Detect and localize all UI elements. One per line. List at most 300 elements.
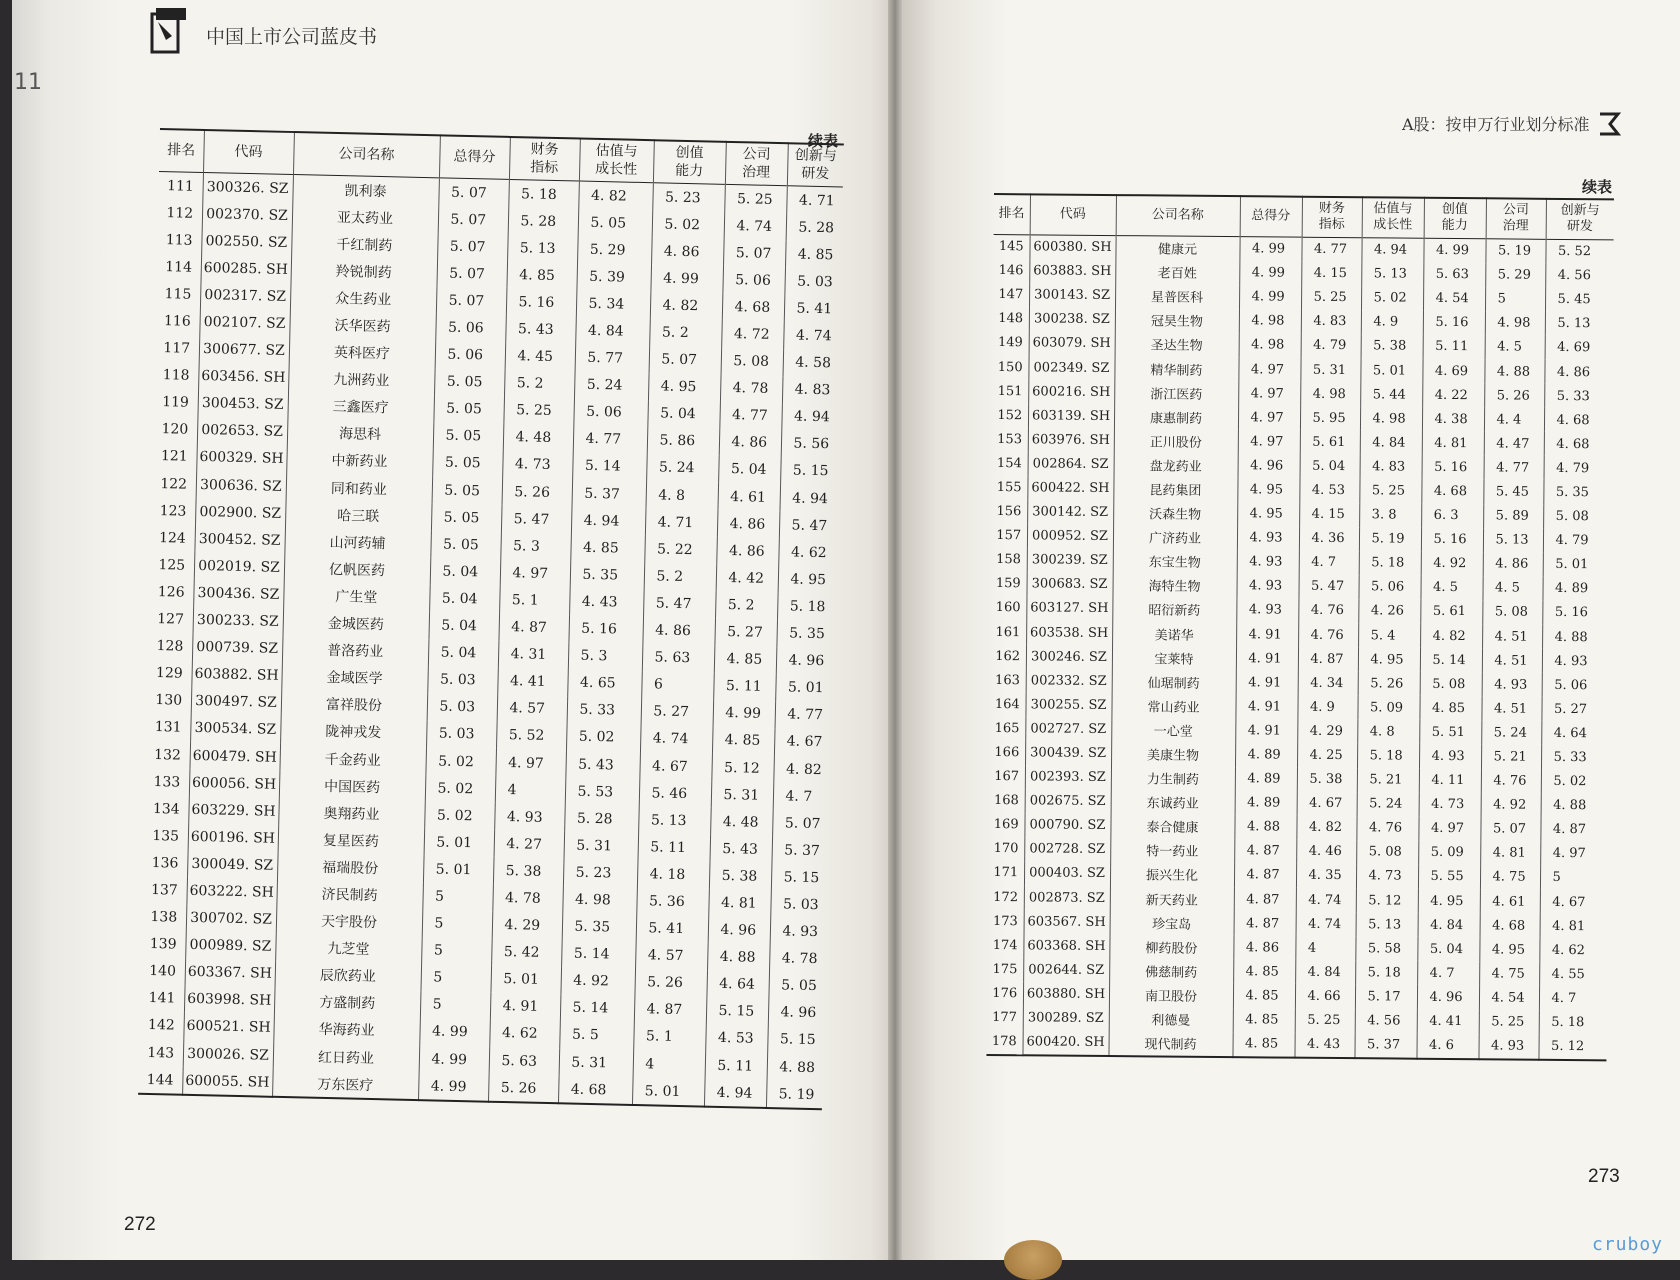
- right-continued-label: 续表: [1582, 178, 1613, 196]
- chapter-arrow-icon: [1596, 110, 1626, 138]
- cell-value-creation: 5. 24: [646, 454, 719, 483]
- cell-financial: 5. 42: [491, 938, 562, 967]
- cell-company: 复星医药: [278, 825, 425, 855]
- cell-innovation: 4. 85: [785, 240, 842, 268]
- cell-governance: 4. 51: [1481, 697, 1541, 722]
- cell-innovation: 4. 62: [1539, 938, 1607, 963]
- cell-value-creation: 5. 41: [636, 915, 709, 944]
- cell-financial: 4. 41: [497, 667, 568, 696]
- cell-company: 盘龙药业: [1114, 452, 1238, 477]
- cell-governance: 4. 94: [704, 1079, 767, 1108]
- cell-value-creation: 4. 18: [637, 860, 710, 889]
- cell-financial: 4. 31: [498, 640, 569, 669]
- cell-valuation-growth: 5. 17: [1355, 985, 1417, 1010]
- cell-governance: 4. 85: [712, 727, 775, 755]
- cell-financial: 4. 91: [490, 993, 561, 1022]
- cell-financial: 5. 63: [489, 1047, 560, 1076]
- cell-governance: 4. 51: [1482, 624, 1542, 649]
- cell-innovation: 5. 07: [772, 809, 829, 837]
- cell-financial: 5. 01: [490, 965, 561, 994]
- cell-value-creation: 5. 86: [647, 427, 720, 456]
- cell-rank: 171: [993, 865, 1019, 881]
- cell-company: 哈三联: [285, 500, 432, 530]
- cell-financial: 4: [1295, 936, 1355, 961]
- cell-code: 300143. SZ: [1029, 283, 1115, 308]
- cell-rank: 175: [992, 961, 1018, 978]
- cell-total-score: 5. 03: [427, 666, 498, 695]
- cell-innovation: 4. 86: [1544, 360, 1612, 385]
- cell-company: 海特生物: [1112, 573, 1236, 598]
- cell-code: 300049. SZ: [187, 850, 278, 879]
- cell-total-score: 5. 07: [438, 205, 509, 234]
- cell-company: 东诚药业: [1111, 790, 1235, 815]
- cell-governance: 5. 45: [1483, 480, 1543, 505]
- cell-value-creation: 5. 46: [639, 779, 712, 808]
- cell-valuation-growth: 5. 3: [568, 642, 643, 671]
- cell-total-score: 4. 97: [1238, 357, 1300, 382]
- cell-rank: 166: [994, 745, 1020, 761]
- column-header-innovation: 创新与 研发: [787, 143, 844, 187]
- cell-governance: 5. 04: [718, 456, 781, 484]
- left-page-number: 272: [124, 1214, 156, 1235]
- cell-financial: 5. 61: [1300, 430, 1360, 455]
- cell-innovation: 5. 41: [784, 295, 841, 323]
- cell-code: 002727. SZ: [1025, 717, 1111, 742]
- cell-value-creation: 5. 11: [1423, 335, 1485, 360]
- cell-rank: 127: [157, 611, 185, 628]
- cell-code: 002653. SZ: [197, 417, 288, 446]
- cell-financial: 5. 47: [1298, 574, 1358, 599]
- cell-innovation: 4. 94: [781, 403, 838, 431]
- cell-valuation-growth: 4. 77: [573, 425, 648, 454]
- cell-code: 600056. SH: [189, 769, 280, 798]
- cell-financial: 4. 46: [1296, 840, 1356, 865]
- cell-governance: 4. 75: [1480, 865, 1540, 890]
- cell-rank: 122: [160, 475, 188, 493]
- cell-financial: 4. 35: [1296, 864, 1356, 889]
- cell-value-creation: 4. 81: [1422, 431, 1484, 456]
- cell-governance: 4. 47: [1484, 432, 1544, 457]
- cell-innovation: 5. 37: [771, 836, 828, 864]
- cell-code: 300289. SZ: [1023, 1006, 1109, 1031]
- cell-company: 新天药业: [1110, 886, 1234, 911]
- cell-value-creation: 5. 36: [636, 887, 709, 916]
- cell-company: 羚锐制药: [291, 256, 438, 286]
- cell-financial: 5. 16: [506, 288, 577, 317]
- cell-governance: 4. 98: [1485, 311, 1545, 336]
- cell-financial: 4. 74: [1296, 888, 1356, 913]
- cell-innovation: 4. 88: [1541, 793, 1609, 818]
- cell-financial: 5. 38: [1297, 767, 1357, 792]
- cell-company: 一心堂: [1111, 717, 1235, 742]
- cell-financial: 4. 48: [503, 424, 574, 453]
- cell-governance: 5. 89: [1483, 504, 1543, 529]
- cell-innovation: 5. 15: [780, 457, 837, 485]
- cell-valuation-growth: 5. 35: [562, 913, 637, 942]
- cell-code: 300239. SZ: [1027, 548, 1113, 573]
- cell-financial: 4. 87: [1298, 647, 1358, 672]
- cell-company: 力生制药: [1111, 766, 1235, 791]
- cell-valuation-growth: 5. 43: [565, 750, 640, 779]
- cell-governance: 5. 31: [711, 781, 774, 809]
- cell-value-creation: 4. 54: [1423, 286, 1485, 311]
- cell-total-score: 4. 97: [1238, 429, 1300, 454]
- cell-valuation-growth: 5. 24: [574, 371, 649, 400]
- cell-financial: 4. 76: [1298, 623, 1358, 648]
- cell-total-score: 5. 05: [433, 395, 504, 424]
- cell-rank: 169: [993, 817, 1019, 833]
- cell-innovation: 5. 33: [1544, 384, 1612, 409]
- cell-financial: 4. 74: [1296, 912, 1356, 937]
- cell-governance: 4. 68: [722, 293, 785, 321]
- cell-total-score: 4. 96: [1238, 453, 1300, 478]
- cell-code: 300636. SZ: [196, 471, 287, 500]
- cell-value-creation: 4. 82: [650, 292, 723, 321]
- cell-value-creation: 5. 63: [642, 644, 715, 673]
- cell-rank: 147: [998, 287, 1024, 303]
- cell-value-creation: 4. 69: [1422, 359, 1484, 384]
- cell-rank: 177: [992, 1010, 1018, 1026]
- cell-code: 002393. SZ: [1025, 765, 1111, 790]
- cell-innovation: 5. 35: [776, 620, 833, 648]
- cell-valuation-growth: 5. 37: [1354, 1033, 1416, 1059]
- cell-total-score: 5. 04: [430, 558, 501, 587]
- cell-code: 600196. SH: [188, 823, 279, 852]
- cell-code: 300255. SZ: [1025, 693, 1111, 718]
- cell-code: 000403. SZ: [1024, 861, 1110, 886]
- left-score-table: [138, 128, 844, 1110]
- cell-valuation-growth: 5. 13: [1361, 262, 1423, 287]
- cell-rank: 116: [163, 313, 191, 330]
- cell-innovation: 5. 56: [781, 430, 838, 458]
- cell-value-creation: 5. 26: [634, 969, 707, 998]
- cell-financial: 4. 97: [500, 559, 571, 588]
- cell-rank: 157: [996, 528, 1022, 544]
- cell-innovation: 5. 08: [1543, 504, 1611, 529]
- cell-value-creation: 5. 63: [1423, 262, 1485, 287]
- cell-total-score: 5. 07: [438, 178, 509, 207]
- cell-valuation-growth: 5. 14: [561, 940, 636, 969]
- cell-governance: 5. 06: [722, 266, 785, 294]
- cell-rank: 156: [996, 504, 1022, 520]
- cell-total-score: 5. 05: [432, 449, 503, 478]
- cell-financial: 4. 98: [1300, 382, 1360, 407]
- cell-code: 603883. SH: [1029, 259, 1115, 284]
- cell-company: 冠昊生物: [1115, 308, 1239, 333]
- cell-valuation-growth: 4. 9: [1361, 310, 1423, 335]
- cell-total-score: 5: [420, 964, 491, 993]
- cell-rank: 162: [995, 648, 1021, 664]
- cell-value-creation: 4. 11: [1419, 768, 1481, 793]
- right-score-table: [986, 193, 1614, 1061]
- cell-innovation: 4. 64: [1541, 721, 1609, 746]
- cell-value-creation: 6. 3: [1421, 503, 1483, 528]
- cell-valuation-growth: 5. 18: [1355, 960, 1417, 985]
- cell-value-creation: 4. 22: [1422, 383, 1484, 408]
- cell-total-score: 4. 88: [1234, 815, 1296, 840]
- cell-total-score: 5: [422, 910, 493, 939]
- cell-governance: 4. 93: [1478, 1034, 1538, 1060]
- cell-total-score: 4. 89: [1235, 743, 1297, 768]
- cell-financial: 5. 26: [488, 1074, 559, 1104]
- cell-rank: 124: [158, 529, 186, 547]
- cell-value-creation: 5. 01: [632, 1077, 705, 1107]
- cell-rank: 173: [992, 913, 1018, 929]
- cell-rank: 131: [154, 719, 182, 737]
- cell-total-score: 4. 91: [1235, 694, 1297, 719]
- cell-code: 300439. SZ: [1025, 741, 1111, 766]
- cell-total-score: 4. 85: [1233, 959, 1295, 984]
- cell-value-creation: 5. 04: [1417, 937, 1479, 962]
- cell-valuation-growth: 4. 98: [562, 886, 637, 915]
- cell-innovation: 4. 81: [1540, 914, 1608, 939]
- column-header-valuation-growth: 估值与 成长性: [579, 139, 654, 183]
- cell-governance: 4. 61: [1480, 889, 1540, 914]
- cell-value-creation: 4. 84: [1418, 913, 1480, 938]
- cell-financial: 4. 9: [1297, 695, 1357, 720]
- cell-governance: 4. 81: [708, 889, 771, 917]
- cell-innovation: 4. 58: [783, 349, 840, 377]
- cell-rank: 172: [993, 889, 1019, 905]
- cell-code: 300677. SZ: [199, 336, 290, 365]
- cell-total-score: 4. 87: [1234, 839, 1296, 864]
- cell-value-creation: 4. 86: [651, 237, 724, 266]
- cell-value-creation: 4. 74: [640, 725, 713, 754]
- cell-innovation: 4. 55: [1539, 962, 1607, 987]
- cell-valuation-growth: 5. 38: [1361, 334, 1423, 359]
- cell-valuation-growth: 5. 01: [1360, 358, 1422, 383]
- cell-total-score: 4. 97: [1238, 381, 1300, 406]
- cell-innovation: 5. 16: [1542, 601, 1610, 626]
- cell-code: 002349. SZ: [1028, 355, 1114, 380]
- cell-financial: 4. 84: [1295, 960, 1355, 985]
- cell-financial: 4. 25: [1297, 743, 1357, 768]
- cell-company: 南卫股份: [1109, 982, 1233, 1007]
- cell-financial: 4. 83: [1301, 309, 1361, 334]
- cell-rank: 143: [147, 1044, 175, 1062]
- cell-total-score: 4. 99: [1239, 261, 1301, 286]
- right-page-number: 273: [1588, 1166, 1620, 1187]
- cell-code: 300452. SZ: [194, 525, 285, 554]
- cell-governance: 5. 11: [713, 672, 776, 700]
- cell-company: 健康元: [1115, 235, 1239, 261]
- cell-company: 老百姓: [1115, 260, 1239, 285]
- cell-rank: 134: [152, 800, 180, 818]
- cell-governance: 4. 53: [705, 1025, 768, 1053]
- table-row: [986, 1030, 1606, 1061]
- cell-valuation-growth: 5. 23: [563, 859, 638, 888]
- cell-value-creation: 4. 57: [635, 942, 708, 971]
- cell-value-creation: 4. 68: [1421, 479, 1483, 504]
- column-header-rank: 排名: [998, 206, 1025, 222]
- column-header-value-creation: 创值 能力: [1424, 198, 1486, 239]
- cell-governance: 5. 43: [709, 835, 772, 863]
- cell-valuation-growth: 4. 76: [1356, 816, 1418, 841]
- cell-valuation-growth: 5. 18: [1357, 744, 1419, 769]
- cell-financial: 4. 62: [489, 1020, 560, 1049]
- cell-innovation: 4. 77: [775, 701, 832, 729]
- column-header-governance: 公司 治理: [1486, 198, 1546, 239]
- cell-innovation: 5. 33: [1541, 745, 1609, 770]
- cell-governance: 5. 29: [1485, 263, 1545, 288]
- column-header-value-creation: 创值 能力: [653, 140, 726, 184]
- cell-innovation: 4. 88: [1542, 625, 1610, 650]
- cell-innovation: 5. 01: [775, 674, 832, 702]
- cell-governance: 4. 88: [707, 943, 770, 971]
- cell-valuation-growth: 4. 92: [560, 967, 635, 996]
- cell-financial: 4. 57: [497, 695, 568, 724]
- cell-rank: 141: [148, 990, 176, 1007]
- cell-total-score: 4. 89: [1235, 767, 1297, 792]
- cell-innovation: 4. 67: [774, 728, 831, 756]
- cell-governance: 5. 21: [1481, 745, 1541, 770]
- cell-value-creation: 5. 47: [643, 589, 716, 618]
- book-logo-icon: [148, 6, 190, 56]
- cell-company: 海思科: [287, 419, 434, 449]
- cell-company: 柳药股份: [1109, 934, 1233, 959]
- cell-total-score: 4. 97: [1238, 405, 1300, 430]
- cell-value-creation: 6: [641, 671, 714, 700]
- column-header-company: 公司名称: [293, 132, 440, 178]
- cell-company: 中新药业: [286, 446, 433, 476]
- cell-company: 济民制药: [276, 879, 423, 909]
- cell-code: 600521. SH: [183, 1013, 274, 1042]
- cell-value-creation: 4. 92: [1421, 551, 1483, 576]
- cell-code: 300453. SZ: [197, 390, 288, 419]
- cell-company: 佛慈制药: [1109, 958, 1233, 983]
- cell-code: 600422. SH: [1027, 476, 1113, 501]
- cell-value-creation: 4. 5: [1420, 576, 1482, 601]
- cell-value-creation: 5. 27: [641, 698, 714, 727]
- cell-code: 000989. SZ: [185, 931, 276, 960]
- cell-rank: 130: [155, 692, 183, 709]
- cell-rank: 114: [165, 258, 193, 276]
- cell-valuation-growth: 4. 85: [570, 534, 645, 563]
- cell-total-score: 5. 02: [425, 747, 496, 776]
- cell-valuation-growth: 5. 24: [1357, 792, 1419, 817]
- cell-innovation: 4. 93: [770, 918, 827, 946]
- cell-financial: 5. 47: [501, 505, 572, 534]
- cell-innovation: 5. 12: [1538, 1034, 1606, 1060]
- cell-code: 603367. SH: [185, 959, 276, 988]
- cell-valuation-growth: 5. 4: [1358, 623, 1420, 648]
- cell-valuation-growth: 5. 06: [573, 398, 648, 427]
- cell-code: 300326. SZ: [202, 172, 293, 202]
- cell-financial: 5. 28: [508, 207, 579, 236]
- cell-innovation: 4. 68: [1544, 432, 1612, 457]
- cell-governance: 5. 11: [705, 1052, 768, 1080]
- cell-rank: 138: [150, 909, 178, 926]
- cell-total-score: 5. 04: [428, 612, 499, 641]
- cell-governance: 5. 26: [1484, 383, 1544, 408]
- cell-value-creation: 4. 86: [642, 617, 715, 646]
- cell-rank: 120: [161, 421, 189, 439]
- cell-company: 金域医学: [281, 663, 428, 693]
- left-continued-label: 续表: [808, 132, 839, 150]
- cell-innovation: 4. 7: [773, 782, 830, 810]
- cell-governance: 4. 77: [719, 402, 782, 430]
- cell-code: 300246. SZ: [1026, 644, 1112, 669]
- cell-rank: 117: [163, 340, 191, 357]
- cell-company: 万东医疗: [272, 1069, 419, 1100]
- cell-rank: 154: [996, 455, 1022, 472]
- cell-rank: 153: [997, 431, 1023, 448]
- cell-financial: 4. 85: [506, 261, 577, 290]
- cell-financial: 5. 38: [493, 857, 564, 886]
- cell-innovation: 5. 15: [767, 1026, 824, 1054]
- cell-code: 002675. SZ: [1025, 789, 1111, 814]
- cell-innovation: 4. 7: [1539, 986, 1607, 1011]
- cell-total-score: 5. 05: [432, 476, 503, 505]
- cell-financial: 4. 29: [492, 911, 563, 940]
- cell-total-score: 4. 99: [418, 1072, 489, 1102]
- cell-value-creation: 5. 02: [652, 210, 725, 239]
- cell-governance: 4. 75: [1479, 962, 1539, 987]
- cell-rank: 167: [994, 769, 1020, 785]
- cell-total-score: 4. 87: [1234, 911, 1296, 936]
- cell-value-creation: 4. 85: [1419, 696, 1481, 721]
- cell-company: 康惠制药: [1114, 404, 1238, 429]
- cell-company: 普洛药业: [282, 636, 429, 666]
- column-header-total-score: 总得分: [439, 135, 510, 179]
- cell-total-score: 5. 05: [430, 530, 501, 559]
- cell-value-creation: 4. 38: [1422, 407, 1484, 432]
- right-page-header: A股：按申万行业划分标准: [1402, 115, 1590, 134]
- cell-company: 昆药集团: [1113, 476, 1237, 501]
- cell-code: 002107. SZ: [199, 308, 290, 337]
- cell-innovation: 4. 88: [767, 1053, 824, 1081]
- cell-total-score: 4. 95: [1237, 502, 1299, 527]
- cell-total-score: 5. 02: [425, 774, 496, 803]
- cell-code: 300497. SZ: [191, 688, 282, 717]
- column-header-financial: 财务 指标: [509, 137, 580, 181]
- cell-value-creation: 5. 16: [1421, 527, 1483, 552]
- cell-innovation: 4. 56: [1545, 263, 1613, 288]
- cell-code: 600420. SH: [1022, 1030, 1108, 1056]
- cell-governance: 4. 61: [717, 483, 780, 511]
- cell-total-score: 5. 06: [435, 314, 506, 343]
- cell-code: 603229. SH: [188, 796, 279, 825]
- cell-innovation: 4. 95: [778, 565, 835, 593]
- cell-valuation-growth: 4. 94: [1361, 237, 1423, 262]
- cell-value-creation: 4. 96: [1417, 985, 1479, 1010]
- cell-valuation-growth: 5. 14: [560, 994, 635, 1023]
- cell-innovation: 5. 19: [766, 1080, 823, 1109]
- cell-valuation-growth: 4. 98: [1360, 406, 1422, 431]
- book-title: 中国上市公司蓝皮书: [206, 26, 378, 48]
- cell-rank: 161: [995, 624, 1021, 640]
- cell-company: 美康生物: [1111, 742, 1235, 767]
- cell-value-creation: 4. 7: [1417, 961, 1479, 986]
- cell-governance: 5. 12: [711, 754, 774, 782]
- cell-financial: 5. 25: [1295, 1008, 1355, 1033]
- cell-code: 002019. SZ: [194, 552, 285, 581]
- cell-rank: 149: [997, 335, 1023, 351]
- cell-governance: 4. 96: [708, 916, 771, 944]
- cell-valuation-growth: 5. 16: [568, 615, 643, 644]
- cell-financial: 4. 34: [1298, 671, 1358, 696]
- cell-code: 600329. SH: [196, 444, 287, 473]
- cell-valuation-growth: 4. 26: [1358, 599, 1420, 624]
- cell-governance: 4. 5: [1485, 335, 1545, 360]
- cell-value-creation: 4. 73: [1419, 792, 1481, 817]
- cell-value-creation: 5. 11: [638, 833, 711, 862]
- cell-valuation-growth: 5. 53: [565, 777, 640, 806]
- cell-rank: 155: [996, 480, 1022, 496]
- cell-company: 亚太药业: [292, 202, 439, 232]
- cell-total-score: 4. 99: [1239, 236, 1301, 261]
- cell-company: 振兴生化: [1110, 862, 1234, 887]
